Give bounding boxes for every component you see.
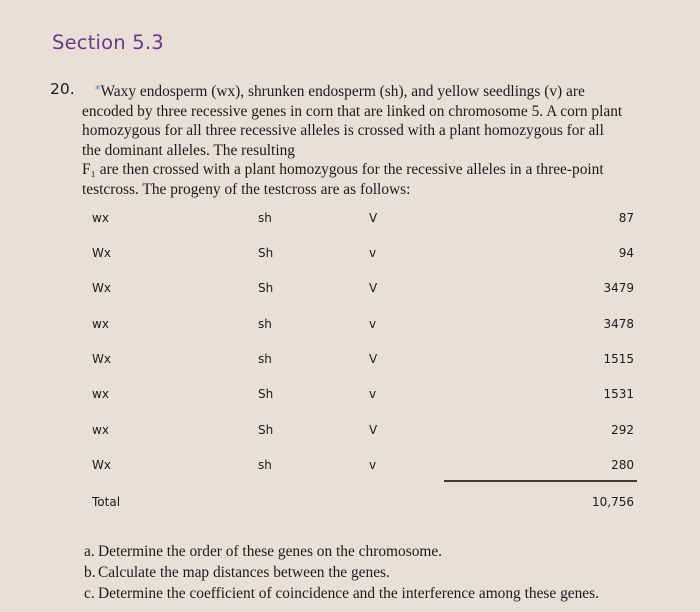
gene-1: wx (92, 211, 109, 225)
question-line: homozygous for all three recessive alleles is crossed with a plant homozygous for all (82, 122, 604, 140)
total-label: Total (92, 495, 121, 509)
progeny-count: 3478 (603, 317, 634, 331)
table-row (92, 281, 637, 301)
sub-question-b (84, 562, 599, 583)
table-row (92, 387, 637, 407)
sub-questions (84, 541, 599, 604)
sub-question-letter: a. (84, 543, 95, 560)
gene-2: sh (258, 458, 272, 472)
sub-question-text: Determine the coefficient of coincidence and the interference among these genes. (98, 585, 599, 602)
sub-question-letter: b. (84, 564, 96, 581)
gene-3: V (369, 211, 378, 225)
gene-1: Wx (92, 246, 111, 260)
table-row (92, 423, 637, 443)
section-title: Section 5.3 (52, 31, 164, 54)
gene-2: Sh (258, 387, 274, 401)
gene-3: V (369, 352, 378, 366)
gene-1: wx (92, 423, 109, 437)
gene-2: Sh (258, 246, 274, 260)
table-row (92, 458, 637, 478)
table-row (92, 317, 637, 337)
gene-3: v (369, 246, 377, 260)
sub-question-text: Calculate the map distances between the genes. (98, 564, 390, 581)
gene-1: Wx (92, 281, 111, 295)
progeny-count: 87 (618, 211, 634, 225)
gene-2: Sh (258, 281, 274, 295)
question-text (82, 80, 652, 200)
table-row (92, 246, 637, 266)
star-icon: * (95, 83, 101, 96)
question-number: 20. (50, 80, 75, 98)
gene-2: Sh (258, 423, 274, 437)
total-row (92, 495, 637, 515)
total-value: 10,756 (592, 495, 634, 509)
question-line (82, 80, 652, 102)
gene-3: v (369, 317, 377, 331)
table-row (92, 352, 637, 372)
question-line: F₁ are then crossed with a plant homozygous for the recessive alleles in a three-point (82, 161, 604, 179)
progeny-count: 3479 (603, 281, 634, 295)
gene-1: Wx (92, 458, 111, 472)
sub-question-a (84, 541, 599, 562)
gene-3: V (369, 281, 378, 295)
progeny-count: 1531 (603, 387, 634, 401)
gene-1: wx (92, 387, 109, 401)
question-line-text: Waxy endosperm (wx), shrunken endosperm (sh), and yellow seedlings (v) are (100, 83, 585, 100)
progeny-count: 94 (618, 246, 634, 260)
gene-2: sh (258, 352, 272, 366)
progeny-count: 280 (611, 458, 634, 472)
total-divider (444, 480, 637, 482)
gene-2: sh (258, 317, 272, 331)
progeny-count: 1515 (603, 352, 634, 366)
gene-2: sh (258, 211, 272, 225)
gene-3: v (369, 458, 377, 472)
sub-question-c (84, 583, 599, 604)
question-line: encoded by three recessive genes in corn that are linked on chromosome 5. A corn plant (82, 102, 623, 120)
gene-1: Wx (92, 352, 111, 366)
progeny-count: 292 (611, 423, 634, 437)
gene-1: wx (92, 317, 109, 331)
table-row (92, 211, 637, 231)
sub-question-text: Determine the order of these genes on the chromosome. (98, 543, 443, 560)
question-line: testcross. The progeny of the testcross are as follows: (82, 180, 411, 198)
gene-3: v (369, 387, 377, 401)
question-line: the dominant alleles. The resulting (82, 141, 295, 159)
gene-3: V (369, 423, 378, 437)
sub-question-letter: c. (84, 585, 95, 602)
